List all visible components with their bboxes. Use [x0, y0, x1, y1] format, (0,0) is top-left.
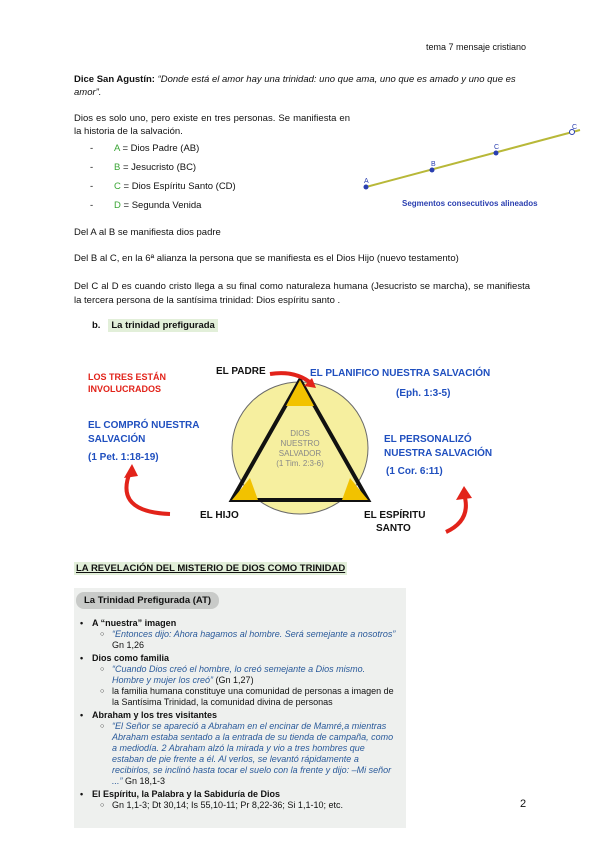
slide-bullet: • Dios como familia — [80, 653, 398, 664]
slide-subbullet: ○ la familia humana constituye una comunidad de personas a imagen de la Santísima Trinidad, la comunidad divina de personas — [80, 686, 398, 708]
quote-text: “Donde está el amor hay una trinidad: uno que ama, uno que es amado y uno que es amor”. — [74, 74, 516, 98]
hijo-label: EL HIJO — [200, 510, 239, 521]
planifico-text: EL PLANIFICO NUESTRA SALVACIÓN — [310, 368, 491, 379]
slide-bullet: • A “nuestra” imagen — [80, 618, 398, 629]
slide-subbullet: ○ “Entonces dijo: Ahora hagamos al hombre. Será semejante a nosotros” Gn 1,26 — [80, 629, 398, 651]
subheading: b. La trinidad prefigurada — [92, 320, 218, 331]
slide-subbullet: ○ “El Señor se apareció a Abraham en el encinar de Mamré,a mientras Abraham estaba sentado a la entrada de su tienda de campaña, como a mediodía. 2 Abraham alzó la mirada y vio a tres hombres que estaban de pie frente a él. Al verlos, se levantó rápidamente a recibirlos, se inclinó hasta tocar el suelo con la frente y dijo: –Mi señor ...” Gn 18,1-3 — [80, 721, 398, 787]
svg-text:NUESTRO: NUESTRO — [280, 439, 320, 448]
slide-bullet: • Abraham y los tres visitantes — [80, 710, 398, 721]
slide-subbullet: ○ “Cuando Dios creó el hombre, lo creó semejante a Dios mismo. Hombre y mujer los creó” (Gn 1,27) — [80, 664, 398, 686]
segments-figure — [354, 120, 586, 220]
document-header: tema 7 mensaje cristiano — [426, 42, 527, 52]
point-b-label: B — [431, 161, 436, 168]
intro-paragraph: Dios es solo uno, pero existe en tres personas. Se manifiesta en la historia de la salvación. — [74, 113, 350, 137]
list-item: - C = Dios Espíritu Santo (CD) — [90, 181, 236, 192]
list-item: - B = Jesucristo (BC) — [90, 162, 197, 173]
compro-ref: (1 Pet. 1:18-19) — [88, 452, 159, 463]
segment-line — [366, 130, 580, 187]
personalizo-text-2: NUESTRA SALVACIÓN — [384, 448, 493, 459]
page-number: 2 — [520, 798, 527, 810]
espiritu-label-1: EL ESPÍRITU — [364, 510, 426, 521]
point-d-label: C — [572, 124, 578, 131]
red-note-2: INVOLUCRADOS — [88, 384, 162, 394]
padre-label: EL PADRE — [216, 366, 266, 377]
svg-text:SALVADOR: SALVADOR — [278, 449, 322, 458]
paragraph-ab: Del A al B se manifiesta dios padre — [74, 227, 221, 238]
compro-text-2: SALVACIÓN — [88, 434, 146, 445]
list-item: - D = Segunda Venida — [90, 200, 202, 211]
planifico-ref: (Eph. 1:3-5) — [396, 388, 451, 399]
slide-body — [80, 616, 398, 811]
personalizo-ref: (1 Cor. 6:11) — [386, 466, 443, 477]
svg-text:DIOS: DIOS — [290, 429, 310, 438]
point-a-label: A — [364, 178, 369, 185]
point-c-label: C — [494, 144, 500, 151]
slide-subbullet: ○ Gn 1,1-3; Dt 30,14; Is 55,10-11; Pr 8,22-36; Si 1,1-10; etc. — [80, 800, 398, 811]
persons-list — [90, 142, 236, 218]
segments-caption: Segmentos consecutivos alineados — [402, 199, 538, 208]
espiritu-label-2: SANTO — [376, 523, 411, 534]
personalizo-text-1: EL PERSONALIZÓ — [384, 434, 472, 445]
point-b — [430, 168, 435, 173]
paragraph-cd: Del C al D es cuando cristo llega a su final como naturaleza humana (Jesucristo se marcha), se manifiesta la tercera persona de la santísima trinidad: Dios espíritu santo . — [74, 281, 530, 306]
point-a — [364, 185, 369, 190]
slide-title: La Trinidad Prefigurada (AT) — [76, 592, 219, 609]
compro-text-1: EL COMPRÓ NUESTRA — [88, 420, 200, 431]
trinity-figure — [74, 344, 528, 544]
augustine-quote — [74, 73, 534, 99]
list-item: - A = Dios Padre (AB) — [90, 143, 200, 154]
point-c — [494, 151, 499, 156]
slide-bullet: • El Espíritu, la Palabra y la Sabiduría de Dios — [80, 789, 398, 800]
quote-author: Dice San Agustín: — [74, 74, 155, 85]
svg-text:(1 Tim. 2:3-6): (1 Tim. 2:3-6) — [276, 459, 324, 468]
red-note-1: LOS TRES ESTÁN — [88, 372, 167, 382]
paragraph-bc: Del B al C, en la 6ª alianza la persona que se manifiesta es el Dios Hijo (nuevo testamento) — [74, 253, 459, 264]
prefigured-trinity-slide — [74, 588, 406, 828]
revelation-heading: LA REVELACIÓN DEL MISTERIO DE DIOS COMO TRINIDAD — [76, 563, 346, 574]
